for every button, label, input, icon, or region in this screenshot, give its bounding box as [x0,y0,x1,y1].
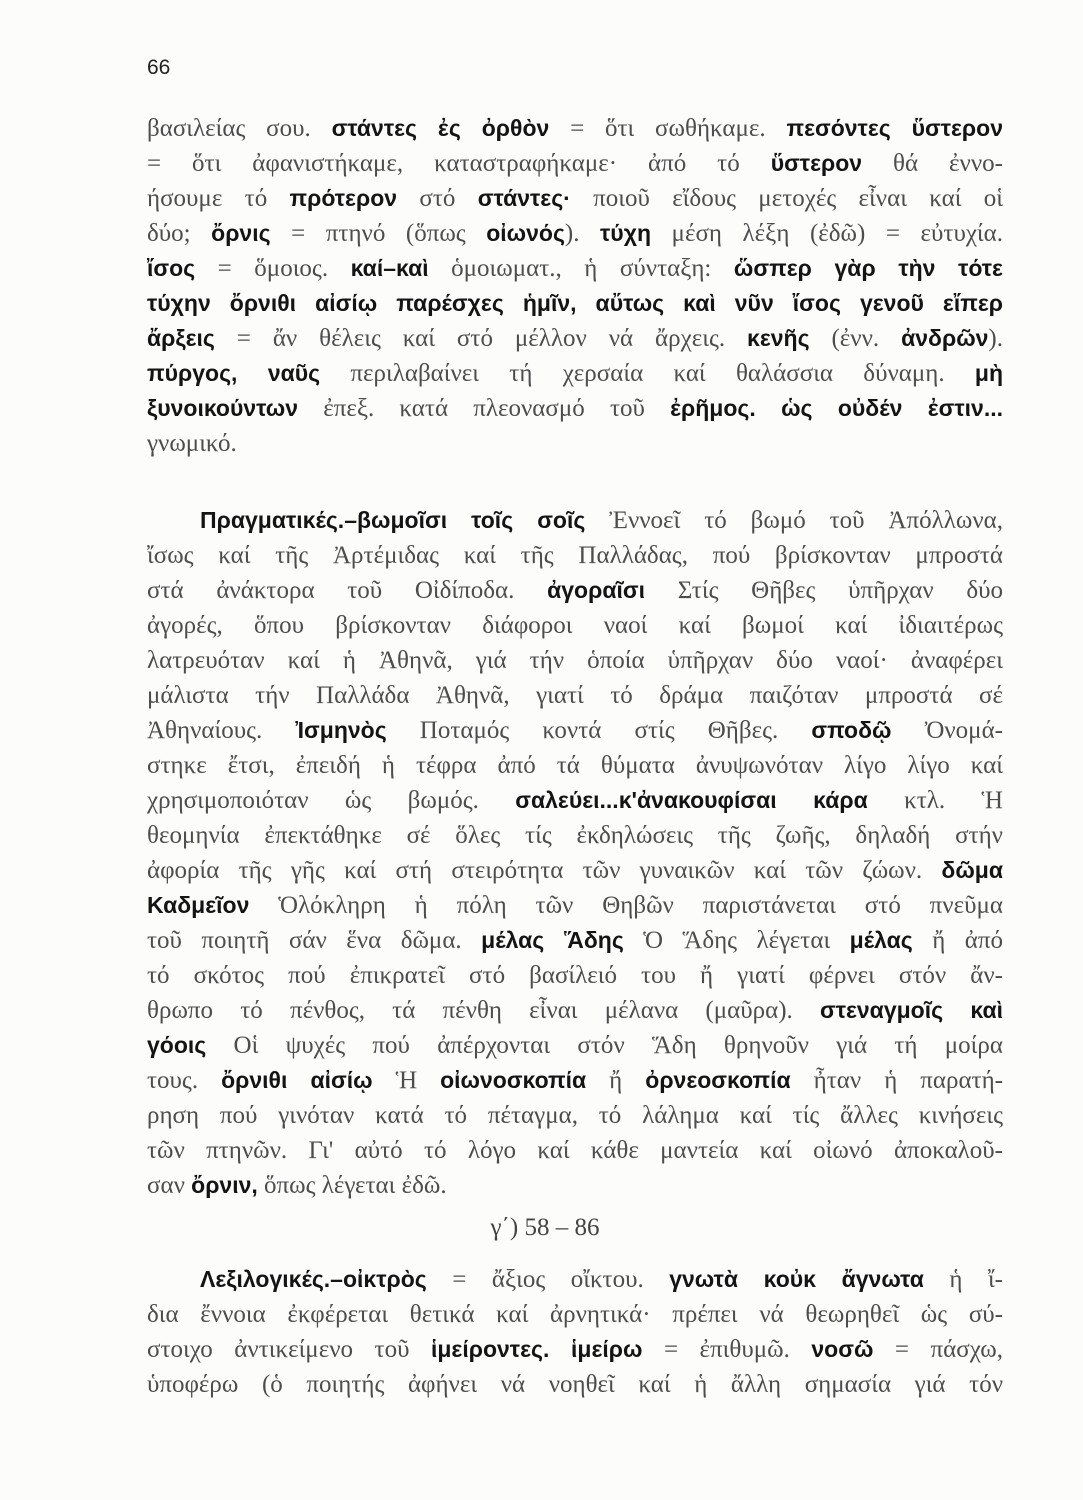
text-run: ). [564,220,601,247]
bold-term: νοσῶ [811,1336,874,1362]
bold-term: Λεξιλογικές.–οἰκτρὸς [200,1266,427,1292]
text-run: λατρευόταν καί ἡ Ἀθηνᾶ, γιά τήν ὁποία ὑπῆρχαν δύο ναοί· ἀναφέρει [147,647,1003,674]
text-run: τοῦ ποιητῆ σάν ἕνα δῶμα. [147,927,482,954]
bold-term: ὥσπερ γὰρ τὴν τότε [733,255,1003,281]
bold-term: σαλεύει...κ'ἀνακουφίσαι κάρα [515,787,868,813]
text-run: ὑποφέρω (ὁ ποιητής ἀφήνει νά νοηθεῖ καί ἡ ἄλλη σημασία γιά τόν [147,1371,1003,1398]
text-line [147,1367,1003,1402]
text-run: Ποταμός κοντά στίς Θῆβες. [386,717,812,744]
text-run: Ὁλόκληρη ἡ πόλη τῶν Θηβῶν παριστάνεται στό πνεῦμα [249,892,1003,919]
text-run: ἦταν ἡ παρατή- [790,1067,1003,1094]
text-run: Ἡ [372,1067,441,1094]
bold-term: πρότερον [289,185,398,211]
bold-term: στεναγμοῖς καὶ [819,997,1003,1023]
text-run: = ἄν θέλεις καί στό μέλλον νά ἄρχεις. [214,325,748,352]
bold-term: τύχην ὄρνιθι αἰσίῳ παρέσχες ἡμῖν, αὔτως καὶ νῦν ἴσος γενοῦ εἴπερ [147,290,1003,316]
text-run: ἤ [586,1067,646,1094]
paragraph-lexilogikes [147,1262,1003,1402]
text-run: γνωμικό. [147,430,237,457]
text-line [147,1262,1003,1297]
text-run: στοιχο ἀντικείμενο τοῦ [147,1336,431,1363]
text-run: Ὀνομά- [891,717,1003,744]
text-run: μέση λέξη (ἐδῶ) = εὐτυχία. [651,220,1003,247]
bold-term: οἰωνός [486,220,565,246]
text-line [147,853,1003,888]
text-line [147,216,1003,251]
text-run: = ἐπιθυμῶ. [642,1336,812,1363]
text-run: κτλ. Ἡ [867,787,1003,814]
text-run: δύο; [147,220,212,247]
text-run: ἀφορία τῆς γῆς καί στή στειρότητα τῶν γυναικῶν καί τῶν ζώων. [147,857,942,884]
bold-term: ἱμείροντες. ἱμείρω [430,1336,643,1362]
bold-term: ὄρνιν, [191,1172,258,1198]
text-run: τους. [147,1067,222,1094]
bold-term: μέλας Ἅδης [481,927,624,953]
text-run: = πτηνό (ὅπως [270,220,487,247]
text-run: ἴσως καί τῆς Ἀρτέμιδας καί τῆς Παλλάδας, πού βρίσκονταν μπροστά [147,542,1003,569]
text-line [147,1332,1003,1367]
text-run: ἐπεξ. κατά πλεονασμό τοῦ [298,395,671,422]
text-line [147,748,1003,783]
text-run: σαν [147,1172,192,1199]
bold-term: ξυνοικούντων [147,395,298,421]
text-line [147,1028,1003,1063]
text-run: = πάσχω, [873,1336,1003,1363]
text-line [147,321,1003,356]
text-run: βασιλείας σου. [147,115,332,142]
bold-term: σποδῷ [811,717,892,743]
bold-term: κενῆς [747,325,810,351]
text-line [147,286,1003,321]
text-run: ἡ ἴ- [923,1266,1003,1293]
text-line [147,111,1003,146]
text-run: θά ἐννο- [862,150,1003,177]
bold-term: Ἰσμηνὸς [295,717,387,743]
text-run: Ὁ Ἅδης λέγεται [623,927,850,954]
text-run: = ὅμοιος. [195,255,351,282]
bold-term: τύχη [600,220,651,246]
bold-term: ἀνδρῶν [901,325,989,351]
text-run: Οἱ ψυχές πού ἀπέρχονται στόν Ἅδη θρηνοῦν γιά τή μοίρα [206,1032,1003,1059]
text-run: = ὅτι σωθήκαμε. [549,115,787,142]
text-run: ρηση πού γινόταν κατά τό πέταγμα, τό λάλημα καί τίς ἄλλες κινήσεις [147,1102,1003,1129]
text-run: δια ἔννοια ἐκφέρεται θετικά καί ἀρνητικά· πρέπει νά θεωρηθεῖ ὡς σύ- [147,1301,1003,1328]
text-line [147,713,1003,748]
bold-term: ἄρξεις [147,325,215,351]
text-line [147,818,1003,853]
bold-term: ὄρνιθι αἰσίῳ [221,1067,373,1093]
bold-term: στάντες ἐς ὀρθὸν [331,115,550,141]
text-line [147,888,1003,923]
text-run: Ἀθηναίους. [147,717,296,744]
paragraph-pragmatikes [147,503,1003,1203]
text-line [147,923,1003,958]
text-line [147,426,1003,461]
text-run: στηκε ἔτσι, ἐπειδή ἡ τέφρα ἀπό τά θύματα ἀνυψωνόταν λίγο λίγο καί [147,752,1003,779]
bold-term: ἐρῆμος. ὡς οὐδέν ἐστιν... [670,395,1003,421]
text-line [147,573,1003,608]
text-line [147,1063,1003,1098]
text-run: (ἐνν. [809,325,902,352]
text-run: θεομηνία ἐπεκτάθηκε σέ ὅλες τίς ἐκδηλώσεις τῆς ζωῆς, δηλαδή στήν [147,822,1003,849]
bold-term: γόοις [147,1032,207,1058]
bold-term: γνωτὰ κοὐκ ἄγνωτα [669,1266,924,1292]
text-line [147,181,1003,216]
text-line [147,993,1003,1028]
text-run: ὁμοιωματ., ἡ σύνταξη: [428,255,734,282]
text-run: ). [988,325,1003,352]
bold-term: ὀρνεοσκοπία [645,1067,791,1093]
bold-term: στάντες· [477,185,571,211]
bold-term: καί–καὶ [350,255,429,281]
section-heading: γ΄) 58 – 86 [490,1214,600,1241]
text-run: ήσουμε τό [147,185,290,212]
text-line [147,643,1003,678]
bold-term: πύργος, ναῦς [147,360,321,386]
text-run: Στίς Θῆβες ὑπῆρχαν δύο [645,577,1003,604]
text-run: ἤ ἀπό [912,927,1003,954]
text-run: μάλιστα τήν Παλλάδα Ἀθηνᾶ, γιατί τό δράμα παιζόταν μπροστά σέ [147,682,1003,709]
bold-term: ὄρνις [211,220,271,246]
text-line [147,391,1003,426]
text-line [147,783,1003,818]
text-run: τό σκότος πού ἐπικρατεῖ στό βασίλειό του ἤ γιατί φέρνει στόν ἄν- [147,962,1003,989]
text-run: στά ἀνάκτορα τοῦ Οἰδίποδα. [147,577,548,604]
text-run: = ὅτι ἀφανιστήκαμε, καταστραφήκαμε· ἀπό τό [147,150,771,177]
bold-term: πεσόντες ὕστερον [786,115,1003,141]
text-run: τῶν πτηνῶν. Γι' αὐτό τό λόγο καί κάθε μαντεία καί οἰωνό ἀποκαλοῦ- [147,1137,1003,1164]
bold-term: μὴ [974,360,1003,386]
bold-term: ἀγοραῖσι [547,577,645,603]
bold-term: δῶμα [941,857,1003,883]
text-line [147,146,1003,181]
text-line [147,958,1003,993]
text-run: περιλαβαίνει τή χερσαία καί θαλάσσια δύναμη. [320,360,975,387]
text-line [147,538,1003,573]
text-line [147,1297,1003,1332]
page-number: 66 [147,56,171,79]
bold-term: οἰωνοσκοπία [440,1067,587,1093]
text-run: ὅπως λέγεται ἐδῶ. [257,1172,447,1199]
text-run: = ἄξιος οἴκτου. [426,1266,670,1293]
bold-term: ἴσος [147,255,196,281]
text-line [147,503,1003,538]
paragraph-continued [147,111,1003,461]
text-line [147,356,1003,391]
bold-term: μέλας [849,927,913,953]
text-run: ποιοῦ εἴδους μετοχές εἶναι καί οἱ [570,185,1003,212]
text-line [147,678,1003,713]
text-run: χρησιμοποιόταν ὡς βωμός. [147,787,516,814]
text-line [147,1168,1003,1203]
bold-term: Πραγματικές.–βωμοῖσι τοῖς σοῖς [200,507,586,533]
text-line [147,1133,1003,1168]
bold-term: ὕστερον [770,150,863,176]
bold-term: Καδμεῖον [147,892,250,918]
text-line [147,608,1003,643]
text-run: στό [397,185,478,212]
text-run: Ἐννοεῖ τό βωμό τοῦ Ἀπόλλωνα, [585,507,1003,534]
text-run: θρωπο τό πένθος, τά πένθη εἶναι μέλανα (μαῦρα). [147,997,820,1024]
text-line [147,1098,1003,1133]
text-line [147,251,1003,286]
text-run: ἀγορές, ὅπου βρίσκονταν διάφοροι ναοί καί βωμοί καί ἰδιαιτέρως [147,612,1003,639]
